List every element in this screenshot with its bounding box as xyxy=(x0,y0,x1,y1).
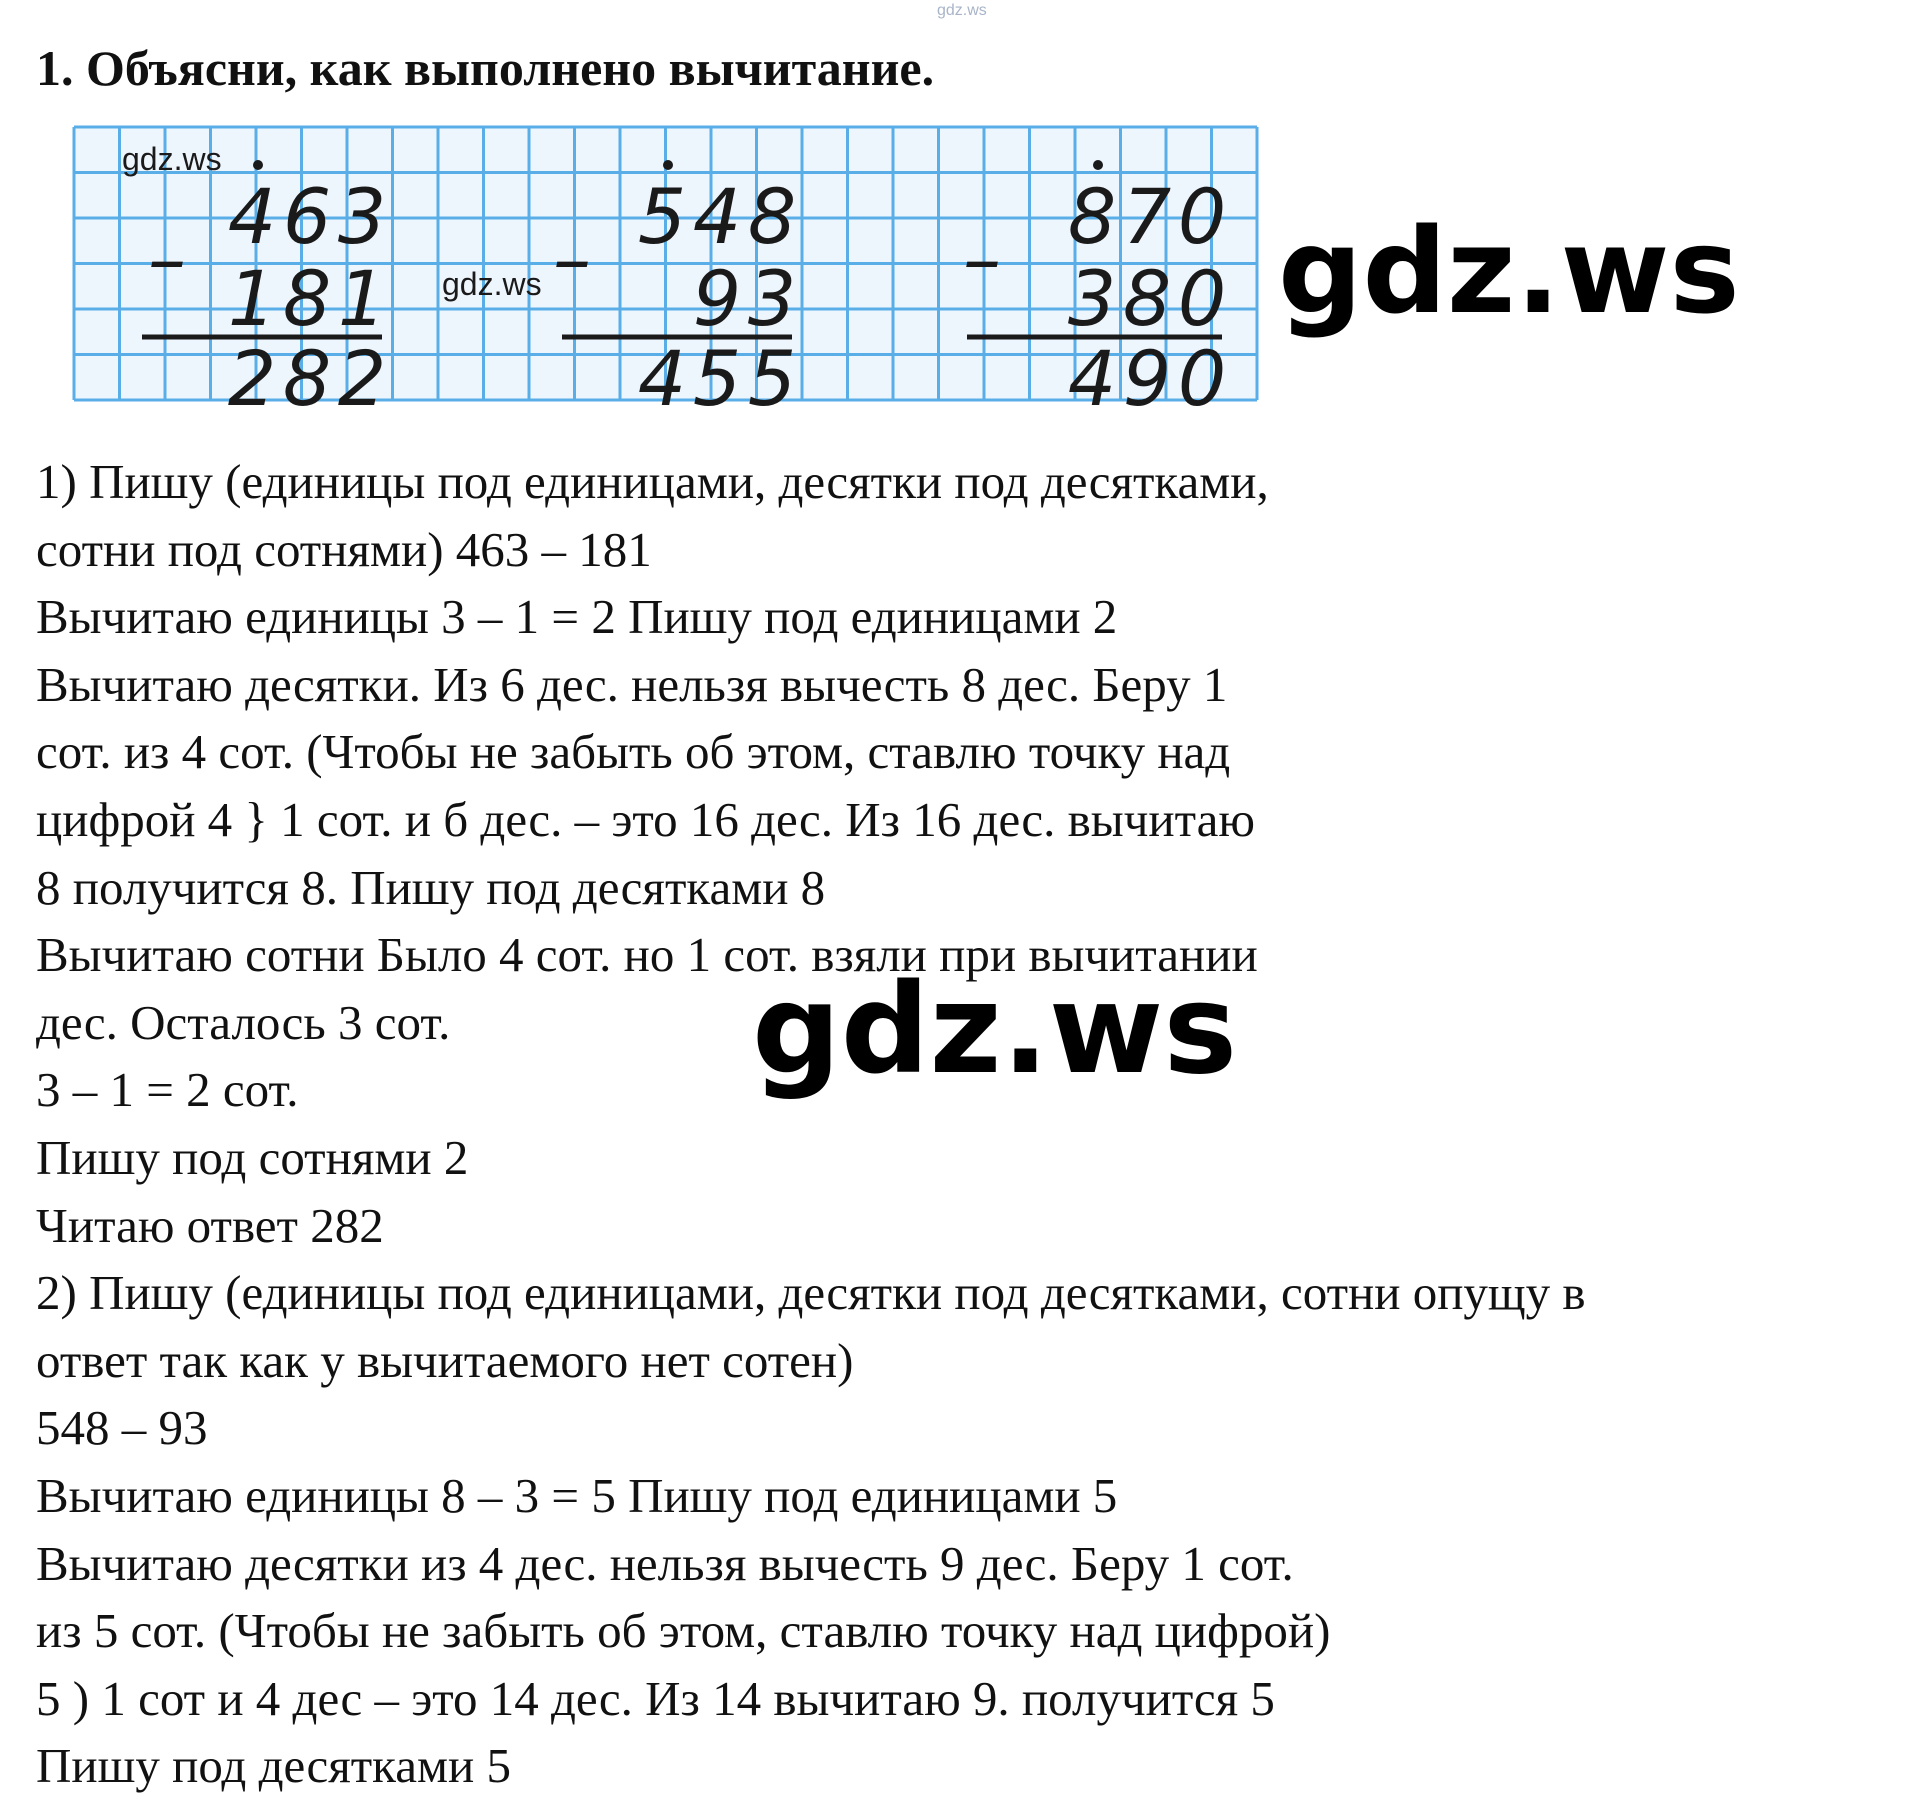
top-watermark: gdz.ws xyxy=(937,2,987,19)
minuend-digit: 5 xyxy=(637,172,687,261)
explanation-line: сот. из 4 сот. (Чтобы не забыть об этом, ставлю точку над xyxy=(36,724,1231,780)
minuend-digit: 8 xyxy=(1067,172,1117,261)
subtrahend-digit: 8 xyxy=(282,254,332,343)
minus-sign: – xyxy=(148,214,186,303)
subtraction-grid-figure xyxy=(72,125,1294,435)
subtrahend-digit: 1 xyxy=(227,254,277,343)
explanation-line: ответ так как у вычитаемого нет сотен) xyxy=(36,1332,854,1388)
result-digit: 2 xyxy=(227,334,277,423)
minuend-digit: 6 xyxy=(282,172,332,261)
result-digit: 9 xyxy=(1122,334,1172,423)
explanation-line: дес. Осталось 3 сот. xyxy=(36,994,451,1050)
grid-paper xyxy=(72,125,1294,435)
explanation-text xyxy=(36,448,1906,1800)
watermark-center: gdz.ws xyxy=(752,958,1238,1102)
explanation-line: Вычитаю единицы 3 – 1 = 2 Пишу под единицами 2 xyxy=(36,589,1118,645)
exercise-title: 1. Объясни, как выполнено вычитание. xyxy=(36,40,935,96)
minuend-digit: 4 xyxy=(227,172,277,261)
grid-watermark: gdz.ws xyxy=(442,266,542,302)
explanation-line: Читаю ответ 282 xyxy=(36,1197,384,1253)
explanation-line: 8 получится 8. Пишу под десятками 8 xyxy=(36,859,826,915)
borrow-dot xyxy=(253,160,263,170)
explanation-line: 1) Пишу (единицы под единицами, десятки под десятками, xyxy=(36,454,1269,509)
minuend-digit: 7 xyxy=(1122,172,1172,261)
result-digit: 4 xyxy=(1067,334,1117,423)
grid-watermark: gdz.ws xyxy=(122,141,222,177)
subtrahend-digit: 3 xyxy=(747,254,797,343)
result-digit: 0 xyxy=(1177,334,1227,423)
minuend-digit: 0 xyxy=(1177,172,1227,261)
minuend-digit: 3 xyxy=(337,172,387,261)
explanation-line: Вычитаю единицы 8 – 3 = 5 Пишу под единицами 5 xyxy=(36,1467,1118,1523)
subtrahend-digit: 3 xyxy=(1067,254,1117,343)
subtrahend-digit: 9 xyxy=(692,254,742,343)
result-digit: 8 xyxy=(282,334,332,423)
result-digit: 5 xyxy=(747,334,797,423)
explanation-line: из 5 сот. (Чтобы не забыть об этом, ставлю точку над цифрой) xyxy=(36,1603,1331,1659)
explanation-line: Пишу под десятками 5 xyxy=(36,1738,511,1794)
explanation-line: Вычитаю десятки. Из 6 дес. нельзя вычесть 8 дес. Беру 1 xyxy=(36,656,1228,712)
explanation-line: 3 – 1 = 2 сот. xyxy=(36,1062,299,1118)
explanation-line: 2) Пишу (единицы под единицами, десятки под десятками, сотни опущу в xyxy=(36,1265,1586,1321)
minuend-digit: 8 xyxy=(747,172,797,261)
minuend-digit: 4 xyxy=(692,172,742,261)
minus-sign: – xyxy=(963,214,1001,303)
subtrahend-digit: 0 xyxy=(1177,254,1227,343)
result-digit: 2 xyxy=(337,334,387,423)
explanation-line: 5 ) 1 сот и 4 дес – это 14 дес. Из 14 вычитаю 9. получится 5 xyxy=(36,1670,1275,1726)
borrow-dot xyxy=(663,160,673,170)
result-digit: 4 xyxy=(637,334,687,423)
explanation-line: сотни под сотнями) 463 – 181 xyxy=(36,521,652,577)
watermark-right: gdz.ws xyxy=(1278,202,1740,340)
explanation-line: цифрой 4 } 1 сот. и б дес. – это 16 дес. Из 16 дес. вычитаю xyxy=(36,791,1255,847)
result-digit: 5 xyxy=(692,334,742,423)
subtrahend-digit: 8 xyxy=(1122,254,1172,343)
explanation-line: Вычитаю сотни Было 4 сот. но 1 сот. взяли при вычитании xyxy=(36,927,1258,983)
minus-sign: – xyxy=(553,214,591,303)
subtrahend-digit: 1 xyxy=(337,254,387,343)
explanation-line: 548 – 93 xyxy=(36,1400,208,1456)
borrow-dot xyxy=(1093,160,1103,170)
explanation-line: Вычитаю десятки из 4 дес. нельзя вычесть 9 дес. Беру 1 сот. xyxy=(36,1535,1294,1591)
explanation-line: Пишу под сотнями 2 xyxy=(36,1129,469,1185)
